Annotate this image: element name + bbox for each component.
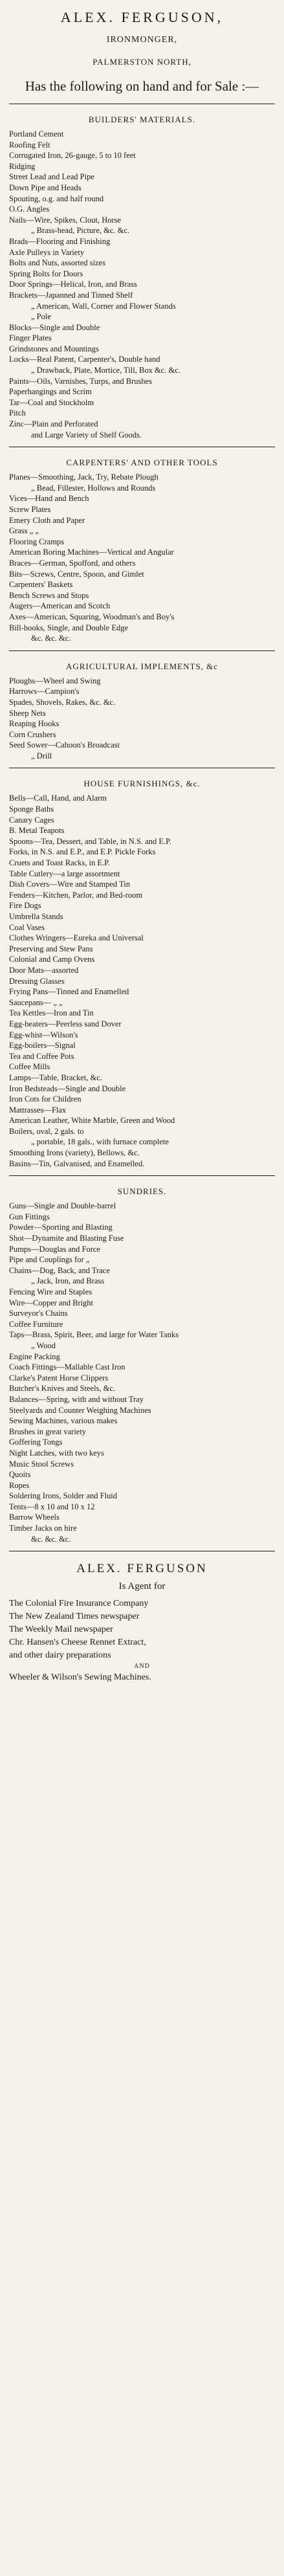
list-item: Grindstones and Mountings — [9, 344, 99, 353]
list-item: Door Mats—assorted — [9, 965, 79, 975]
list-item: Door Springs—Helical, Iron, and Brass — [9, 280, 137, 289]
list-item: Egg-beaters—Peerless sand Dover — [9, 1019, 122, 1028]
list-item: „ American, Wall, Corner and Flower Stands — [31, 301, 176, 311]
list-item: Ropes — [9, 1480, 30, 1490]
list-item: Pitch — [9, 408, 26, 418]
list-item: „ portable, 18 gals., with furnace complete — [31, 1137, 169, 1147]
list-item: Seed Sower—Cahoon's Broadcast — [9, 740, 120, 750]
list-item: Clothes Wringers—Eureka and Universal — [9, 933, 144, 943]
list-item: Dressing Glasses — [9, 976, 65, 986]
agency-line: Wheeler & Wilson's Sewing Machines. — [9, 1672, 151, 1683]
list-item: Clarke's Patent Horse Clippers — [9, 1373, 109, 1382]
list-item: Lamps—Table, Bracket, &c. — [9, 1072, 102, 1082]
section-item-list — [9, 129, 275, 440]
list-item: Spring Bolts for Doors — [9, 269, 83, 278]
list-item: Canary Cages — [9, 815, 54, 825]
agencies-list — [9, 1597, 275, 1684]
list-item: „ Wood — [31, 1340, 56, 1350]
list-item: Surveyor's Chains — [9, 1309, 68, 1318]
list-item: Axes—American, Squaring, Woodman's and Boy's — [9, 612, 175, 621]
list-item: &c. &c. &c. — [31, 1534, 71, 1544]
agency-line: The New Zealand Times newspaper — [9, 1612, 140, 1622]
list-item: Umbrella Stands — [9, 912, 63, 921]
section-divider — [9, 650, 275, 651]
list-item: Iron Cots for Children — [9, 1094, 82, 1104]
agency-line: and other dairy preparations — [9, 1650, 111, 1661]
list-item: Fencing Wire and Staples — [9, 1287, 93, 1296]
list-item: American Leather, White Marble, Green and Wood — [9, 1116, 175, 1126]
sections-container — [9, 104, 275, 1544]
list-item: Bits—Screws, Centre, Spoon, and Gimlet — [9, 569, 144, 579]
list-item: Music Stool Screws — [9, 1459, 74, 1469]
list-item: Engine Packing — [9, 1351, 60, 1361]
section-title: HOUSE FURNISHINGS, &c. — [83, 779, 201, 789]
list-item: Tar—Coal and Stockholm — [9, 397, 94, 407]
list-item: Cruets and Toast Racks, in E.P. — [9, 858, 110, 868]
list-item: Preserving and Stew Pans — [9, 944, 93, 953]
list-item: Coal Vases — [9, 922, 45, 932]
list-item: „ Pole — [31, 312, 51, 322]
list-item: Reaping Hooks — [9, 719, 60, 729]
list-item: Butcher's Knives and Steels, &c. — [9, 1384, 116, 1393]
list-item: &c. &c. &c. — [31, 634, 71, 643]
section-title: SUNDRIES. — [117, 1186, 167, 1197]
section-item-list — [9, 1201, 275, 1544]
list-item: Bill-hooks, Single, and Double Edge — [9, 623, 129, 632]
list-item: Saucepans— „ „ — [9, 997, 63, 1007]
list-item: Coffee Furniture — [9, 1319, 63, 1329]
list-item: Quoits — [9, 1470, 31, 1480]
list-item: „ Bead, Fillester, Hollows and Rounds — [31, 483, 156, 493]
list-item: „ Brass-head, Picture, &c. &c. — [31, 226, 130, 236]
list-item: Fire Dogs — [9, 901, 41, 911]
list-item: Dish Covers—Wire and Stamped Tin — [9, 880, 130, 889]
place-line: PALMERSTON NORTH, — [93, 57, 191, 67]
list-item: American Boring Machines—Vertical and Angular — [9, 548, 174, 557]
list-item: Timber Jacks on hire — [9, 1524, 77, 1533]
advertiser-name: ALEX. FERGUSON, — [60, 9, 224, 25]
list-item: Coffee Mills — [9, 1062, 50, 1072]
list-item: Bells—Call, Hand, and Alarm — [9, 794, 107, 803]
agency-line: AND — [134, 1663, 150, 1671]
list-item: Tea and Coffee Pots — [9, 1051, 74, 1061]
list-item: Gun Fittings — [9, 1212, 50, 1221]
trade-line: IRONMONGER, — [106, 35, 178, 45]
section-item-list — [9, 676, 275, 762]
list-item: Vices—Hand and Bench — [9, 494, 89, 504]
list-item: Balances—Spring, with and without Tray — [9, 1394, 144, 1404]
list-item: Shot—Dynamite and Blasting Fuse — [9, 1234, 124, 1243]
list-item: Paperhangings and Scrim — [9, 387, 92, 397]
list-item: Coach Fittings—Mallable Cast Iron — [9, 1362, 126, 1372]
list-item: Steelyards and Counter Weighing Machines — [9, 1405, 151, 1415]
agency-line: Chr. Hansen's Cheese Rennet Extract, — [9, 1638, 146, 1648]
list-item: Basins—Tin, Galvanised, and Enamelled. — [9, 1159, 145, 1168]
list-item: Forks, in N.S. and E.P., and E.P. Pickle Forks — [9, 847, 156, 857]
list-item: Corrugated Iron, 26-gauge, 5 to 10 feet — [9, 151, 136, 161]
list-item: Night Latches, with two keys — [9, 1448, 104, 1458]
list-item: Brackets—Japanned and Tinned Shelf — [9, 290, 133, 300]
list-item: „ Jack, Iron, and Brass — [31, 1276, 105, 1286]
list-item: and Large Variety of Shelf Goods. — [31, 430, 142, 439]
list-item: Goffering Tongs — [9, 1438, 63, 1447]
section-title: CARPENTERS' AND OTHER TOOLS — [66, 458, 218, 468]
list-item: Augers—American and Scotch — [9, 601, 111, 611]
agency-line: The Colonial Fire Insurance Company — [9, 1599, 149, 1609]
list-item: Sponge Baths — [9, 805, 54, 814]
list-item: Ploughs—Wheel and Swing — [9, 676, 101, 685]
list-item: „ Drill — [31, 751, 52, 761]
list-item: Portland Cement — [9, 129, 64, 139]
list-item: Bolts and Nuts, assorted sizes — [9, 258, 105, 268]
list-item: Emery Cloth and Paper — [9, 515, 85, 525]
list-item: Harrows—Campion's — [9, 687, 80, 696]
list-item: Bench Screws and Stops — [9, 590, 89, 600]
list-item: Chains—Dog, Back, and Trace — [9, 1265, 110, 1275]
list-item: Mattrasses—Flax — [9, 1105, 67, 1115]
list-item: Wire—Copper and Bright — [9, 1298, 94, 1307]
list-item: Egg-boilers—Signal — [9, 1041, 76, 1050]
intro-heading: Has the following on hand and for Sale :— — [25, 78, 259, 94]
list-item: Grass „ „ — [9, 526, 39, 536]
section-divider — [9, 1175, 275, 1176]
list-item: Spoons—Tea, Dessert, and Table, in N.S. and E.P. — [9, 836, 171, 846]
list-item: Nails—Wire, Spikes, Clout, Horse — [9, 215, 122, 225]
list-item: Sewing Machines, various makes — [9, 1416, 118, 1426]
list-item: Finger Plates — [9, 333, 52, 343]
list-item: Paints—Oils, Varnishes, Turps, and Brushes — [9, 376, 152, 386]
list-item: Carpenters' Baskets — [9, 580, 73, 590]
section-title: BUILDERS' MATERIALS. — [88, 115, 196, 124]
list-item: Spades, Shovels, Rakes, &c. &c. — [9, 697, 116, 707]
list-item: Brushes in great variety — [9, 1427, 87, 1436]
list-item: Frying Pans—Tinned and Enamelled — [9, 987, 129, 997]
agent-label: Is Agent for — [118, 1581, 166, 1592]
list-item: Fenders—Kitchen, Parlor, and Bed-room — [9, 890, 143, 900]
list-item: Brads—Flooring and Finishing — [9, 236, 111, 246]
list-item: Tea Kettles—Iron and Tin — [9, 1008, 94, 1018]
list-item: Soldering Irons, Solder and Fluid — [9, 1491, 118, 1501]
section-item-list — [9, 793, 275, 1169]
list-item: Ridging — [9, 161, 36, 171]
list-item: Blocks—Single and Double — [9, 322, 100, 332]
list-item: Table Cutlery—a large assortment — [9, 869, 120, 878]
list-item: Pumps—Douglas and Force — [9, 1244, 100, 1254]
list-item: Iron Bedsteads—Single and Double — [9, 1083, 126, 1093]
list-item: Guns—Single and Double-barrel — [9, 1201, 116, 1211]
section-title: AGRICULTURAL IMPLEMENTS, &c — [65, 661, 219, 671]
list-item: Braces—German, Spofford, and others — [9, 558, 136, 568]
list-item: Street Lead and Lead Pipe — [9, 172, 94, 182]
list-item: Pipe and Couplings for „ — [9, 1255, 90, 1265]
list-item: Barrow Wheels — [9, 1513, 60, 1522]
list-item: Corn Crushers — [9, 729, 56, 739]
list-item: Axle Pulleys in Variety — [9, 247, 85, 257]
list-item: Flooring Cramps — [9, 537, 65, 546]
list-item: B. Metal Teapots — [9, 826, 65, 836]
list-item: Colonial and Camp Ovens — [9, 955, 95, 964]
list-item: Locks—Real Patent, Carpenter's, Double hand — [9, 355, 160, 364]
list-item: Taps—Brass, Spirit, Beer, and large for Water Tanks — [9, 1330, 179, 1340]
list-item: Sheep Nets — [9, 708, 46, 718]
list-item: Down Pipe and Heads — [9, 183, 82, 192]
list-item: Screw Plates — [9, 505, 51, 514]
section-item-list — [9, 472, 275, 644]
list-item: „ Drawback, Plate, Mortice, Till, Box &c. &c. — [31, 366, 180, 375]
list-item: Powder—Sporting and Blasting — [9, 1223, 113, 1232]
advertisement — [9, 0, 275, 1684]
list-item: O.G. Angles — [9, 205, 50, 214]
list-item: Spouting, o.g. and half round — [9, 194, 104, 203]
list-item: Planes—Smoothing, Jack, Try, Rebate Plough — [9, 472, 158, 482]
footer-name: ALEX. FERGUSON — [76, 1562, 208, 1576]
list-item: Roofing Felt — [9, 140, 50, 150]
list-item: Tents—8 x 10 and 10 x 12 — [9, 1502, 95, 1511]
list-item: Boilers, oval, 2 gals. to — [9, 1126, 84, 1136]
agency-line: The Weekly Mail newspaper — [9, 1625, 113, 1635]
list-item: Zinc—Plain and Perforated — [9, 419, 98, 429]
list-item: Egg-whist—Wilson's — [9, 1030, 78, 1039]
list-item: Smoothing Irons (variety), Bellows, &c. — [9, 1148, 140, 1158]
